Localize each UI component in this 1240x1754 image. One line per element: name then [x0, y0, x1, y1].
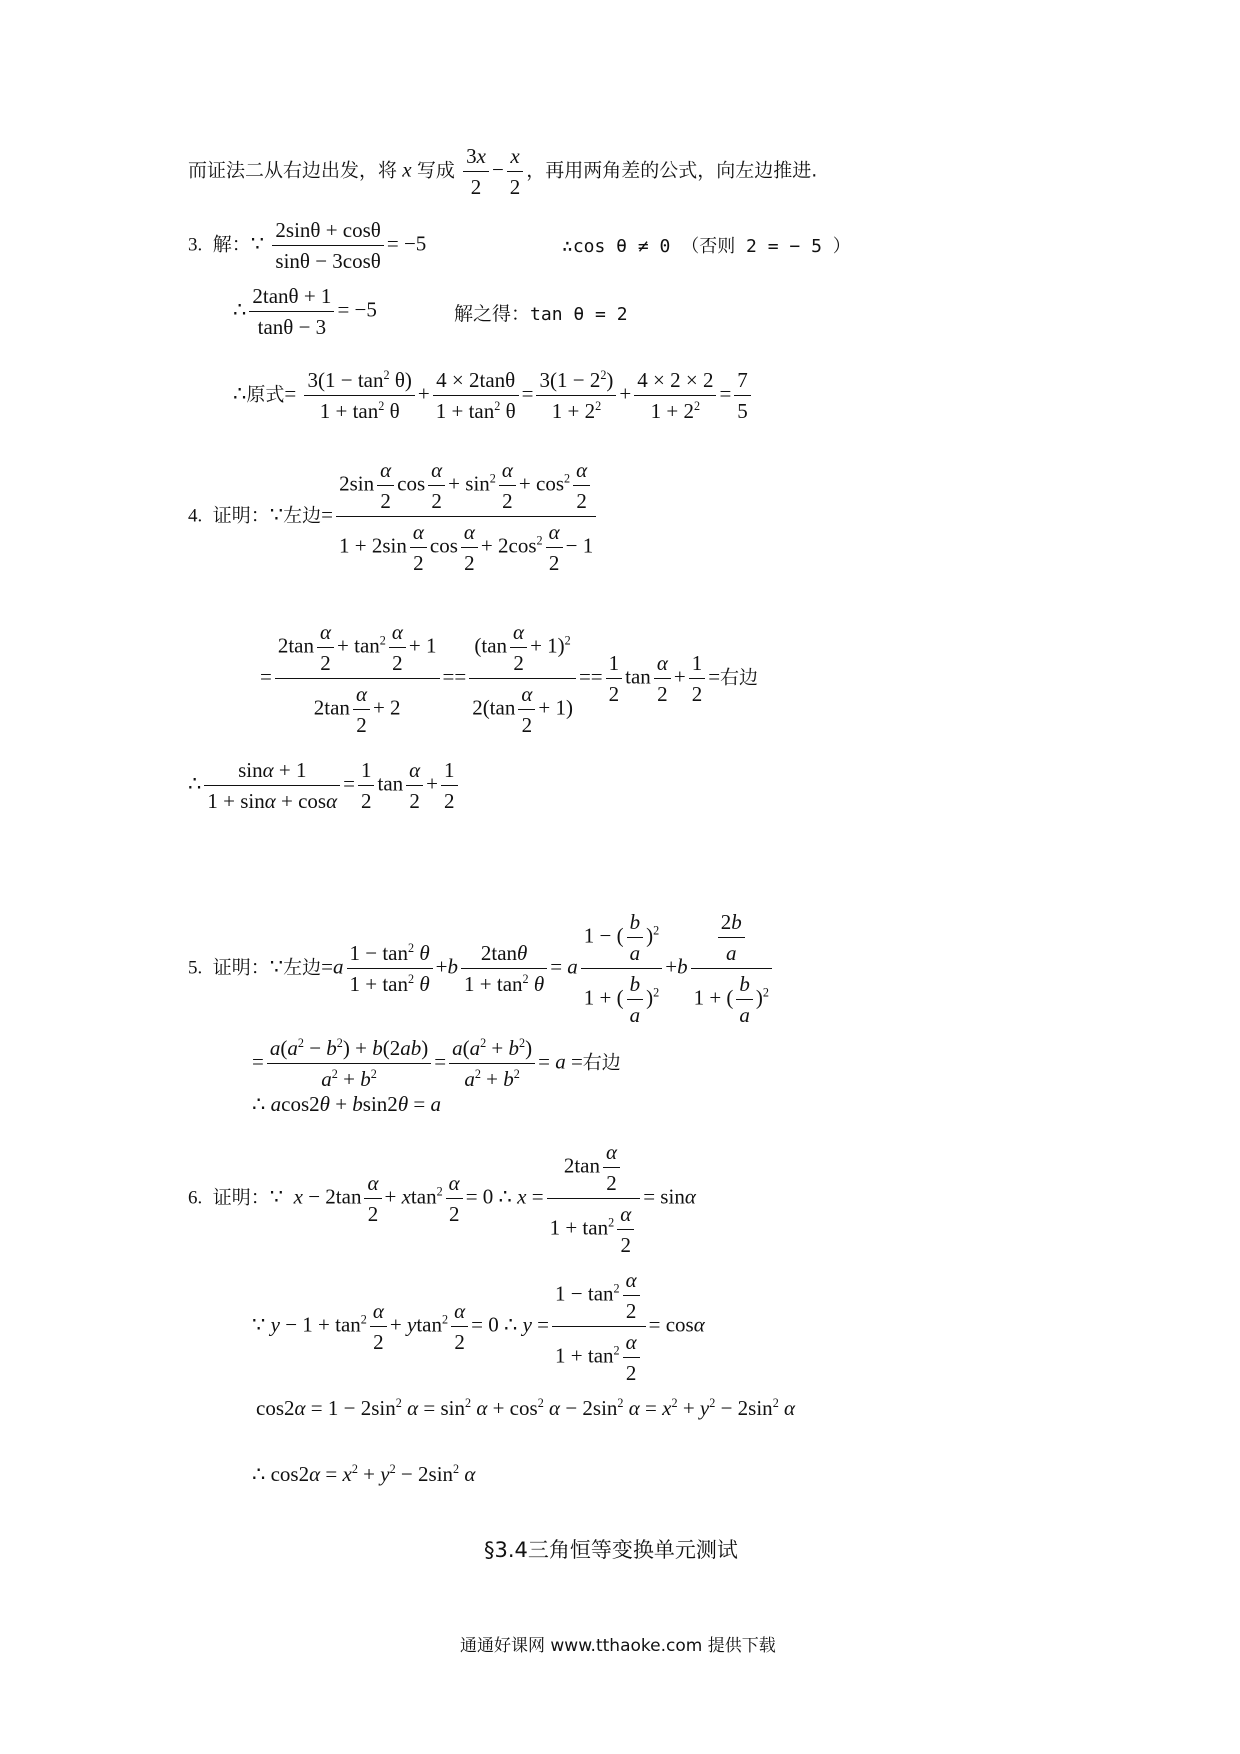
- problem-4-line-1: 4. 证明：∵左边= 2sin $\frac{\alpha}{2}$ cos $\frac{\alpha}{2}$ + $\sin^2$ $\frac{\alpha}{2}$ + $\cos^2$ $\frac{\alpha}{2}$ 1 + 2sin $\frac{\alpha}{2}$ cos $\frac{\alpha}{2}$ + $2\cos^2$ $\frac{\alpha}{2}$ − 1: [188, 458, 599, 576]
- fraction: $\frac{3x}{2}$: [463, 144, 489, 199]
- intro-line: 而证法二从右边出发，将 x 写成 $\frac{3x}{2}$ − $\frac{x}{2}$ ，再用两角差的公式，向左边推进.: [188, 144, 818, 200]
- problem-6-line-3: $\cos 2\alpha = 1 - 2\sin^2$ $\alpha = \sin^2 \alpha + \cos^2 \alpha - 2\sin^2$ $\alpha = x^2 + y^2 - 2\sin^2$ α: [256, 1396, 796, 1420]
- problem-3-solve: 解之得：tan θ = 2: [454, 303, 628, 325]
- problem-3-line-3: ∴原式= $\frac{3(1 - \tan^2 \theta)}{1 + \tan^2 \theta}$ + $\frac{4 \times 2\tan\theta}{1 + \tan^2 \theta}$ = $\frac{3(1 - 2^2)}{1 + 2^2}$ + $\frac{4 \times 2 \times 2}{1 + 2^2}$ = $\frac{7}{5}$: [233, 368, 754, 423]
- problem-3-note: ∴cos θ ≠ 0 （否则 2 = − 5 ）: [562, 236, 851, 257]
- fraction: 2sin $\frac{\alpha}{2}$ cos $\frac{\alpha}{2}$ + $\sin^2$ $\frac{\alpha}{2}$ + $\cos^2$ $\frac{\alpha}{2}$ 1 + 2sin $\frac{\alpha}{2}$ cos $\frac{\alpha}{2}$ + $2\cos^2$ $\frac{\alpha}{2}$ − 1: [336, 458, 596, 576]
- problem-5-conclusion: ∴ acos2θ + bsin2θ = a: [252, 1092, 441, 1116]
- problem-5-line-2: = $\frac{a(a^2 - b^2) + b(2ab)}{a^2 + b^2}$ = $\frac{a(a^2 + b^2)}{a^2 + b^2}$ = a =右边: [252, 1036, 621, 1092]
- problem-5-line-1: 5. 证明：∵左边=a $\frac{1 - \tan^2 \theta}{1 + \tan^2 \theta}$ +b $\frac{2\tan\theta}{1 + \tan^2 \theta}$ = a 1 − ( $\frac{b}{a}$ )$^2$ 1 + ( $\frac{b}{a}$ )$^2$ +b $\frac{2b}{a}$ 1 + ( $\frac{b}{a}$ )$^2$: [188, 910, 775, 1028]
- problem-6-conclusion: ∴ $\cos 2\alpha = x^2 + y^2 - 2\sin^2$ α: [252, 1462, 476, 1486]
- problem-4-line-2: = 2tan $\frac{\alpha}{2}$ + $\tan^2$ $\frac{\alpha}{2}$ + 1 2tan $\frac{\alpha}{2}$ + 2 == (tan $\frac{\alpha}{2}$ + 1)$^2$ 2(tan $\frac{\alpha}{2}$ + 1) == $\frac{1}{2}$ tan $\frac{\alpha}{2}$ + $\frac{1}{2}$ =右边: [260, 620, 759, 738]
- problem-6-line-1: 6. 证明：∵ x − 2tan $\frac{\alpha}{2}$ + xtan$^2$ $\frac{\alpha}{2}$ = 0 ∴ x = 2tan $\frac{\alpha}{2}$ $1 + \tan^2$ $\frac{\alpha}{2}$ = sinα: [188, 1140, 696, 1258]
- result-fraction: $\frac{7}{5}$: [734, 368, 751, 423]
- section-title: §3.4三角恒等变换单元测试: [484, 1538, 738, 1562]
- problem-4-conclusion: ∴ $\frac{\sin\alpha + 1}{1 + \sin\alpha + \cos\alpha}$ = $\frac{1}{2}$ tan $\frac{\alpha}{2}$ + $\frac{1}{2}$: [188, 758, 461, 813]
- footer-text: 通通好课网 www.tthaoke.com 提供下载: [460, 1636, 776, 1656]
- problem-6-line-2: ∵ $y - 1 + \tan^2$ $\frac{\alpha}{2}$ + ytan$^2$ $\frac{\alpha}{2}$ = 0 ∴ y = $1 - \tan^2$ $\frac{\alpha}{2}$ $1 + \tan^2$ $\frac{\alpha}{2}$ = cosα: [252, 1268, 705, 1386]
- fraction: $\frac{2\tan\theta + 1}{\tan\theta - 3}$: [249, 284, 334, 339]
- fraction: $\frac{2\sin\theta + \cos\theta}{\sin\theta - 3\cos\theta}$: [272, 218, 383, 273]
- problem-3-line-2: ∴ $\frac{2\tan\theta + 1}{\tan\theta - 3}$ = −5: [233, 284, 377, 340]
- problem-3-line-1: 3. 解：∵ $\frac{2\sin\theta + \cos\theta}{\sin\theta - 3\cos\theta}$ = −5: [188, 218, 427, 274]
